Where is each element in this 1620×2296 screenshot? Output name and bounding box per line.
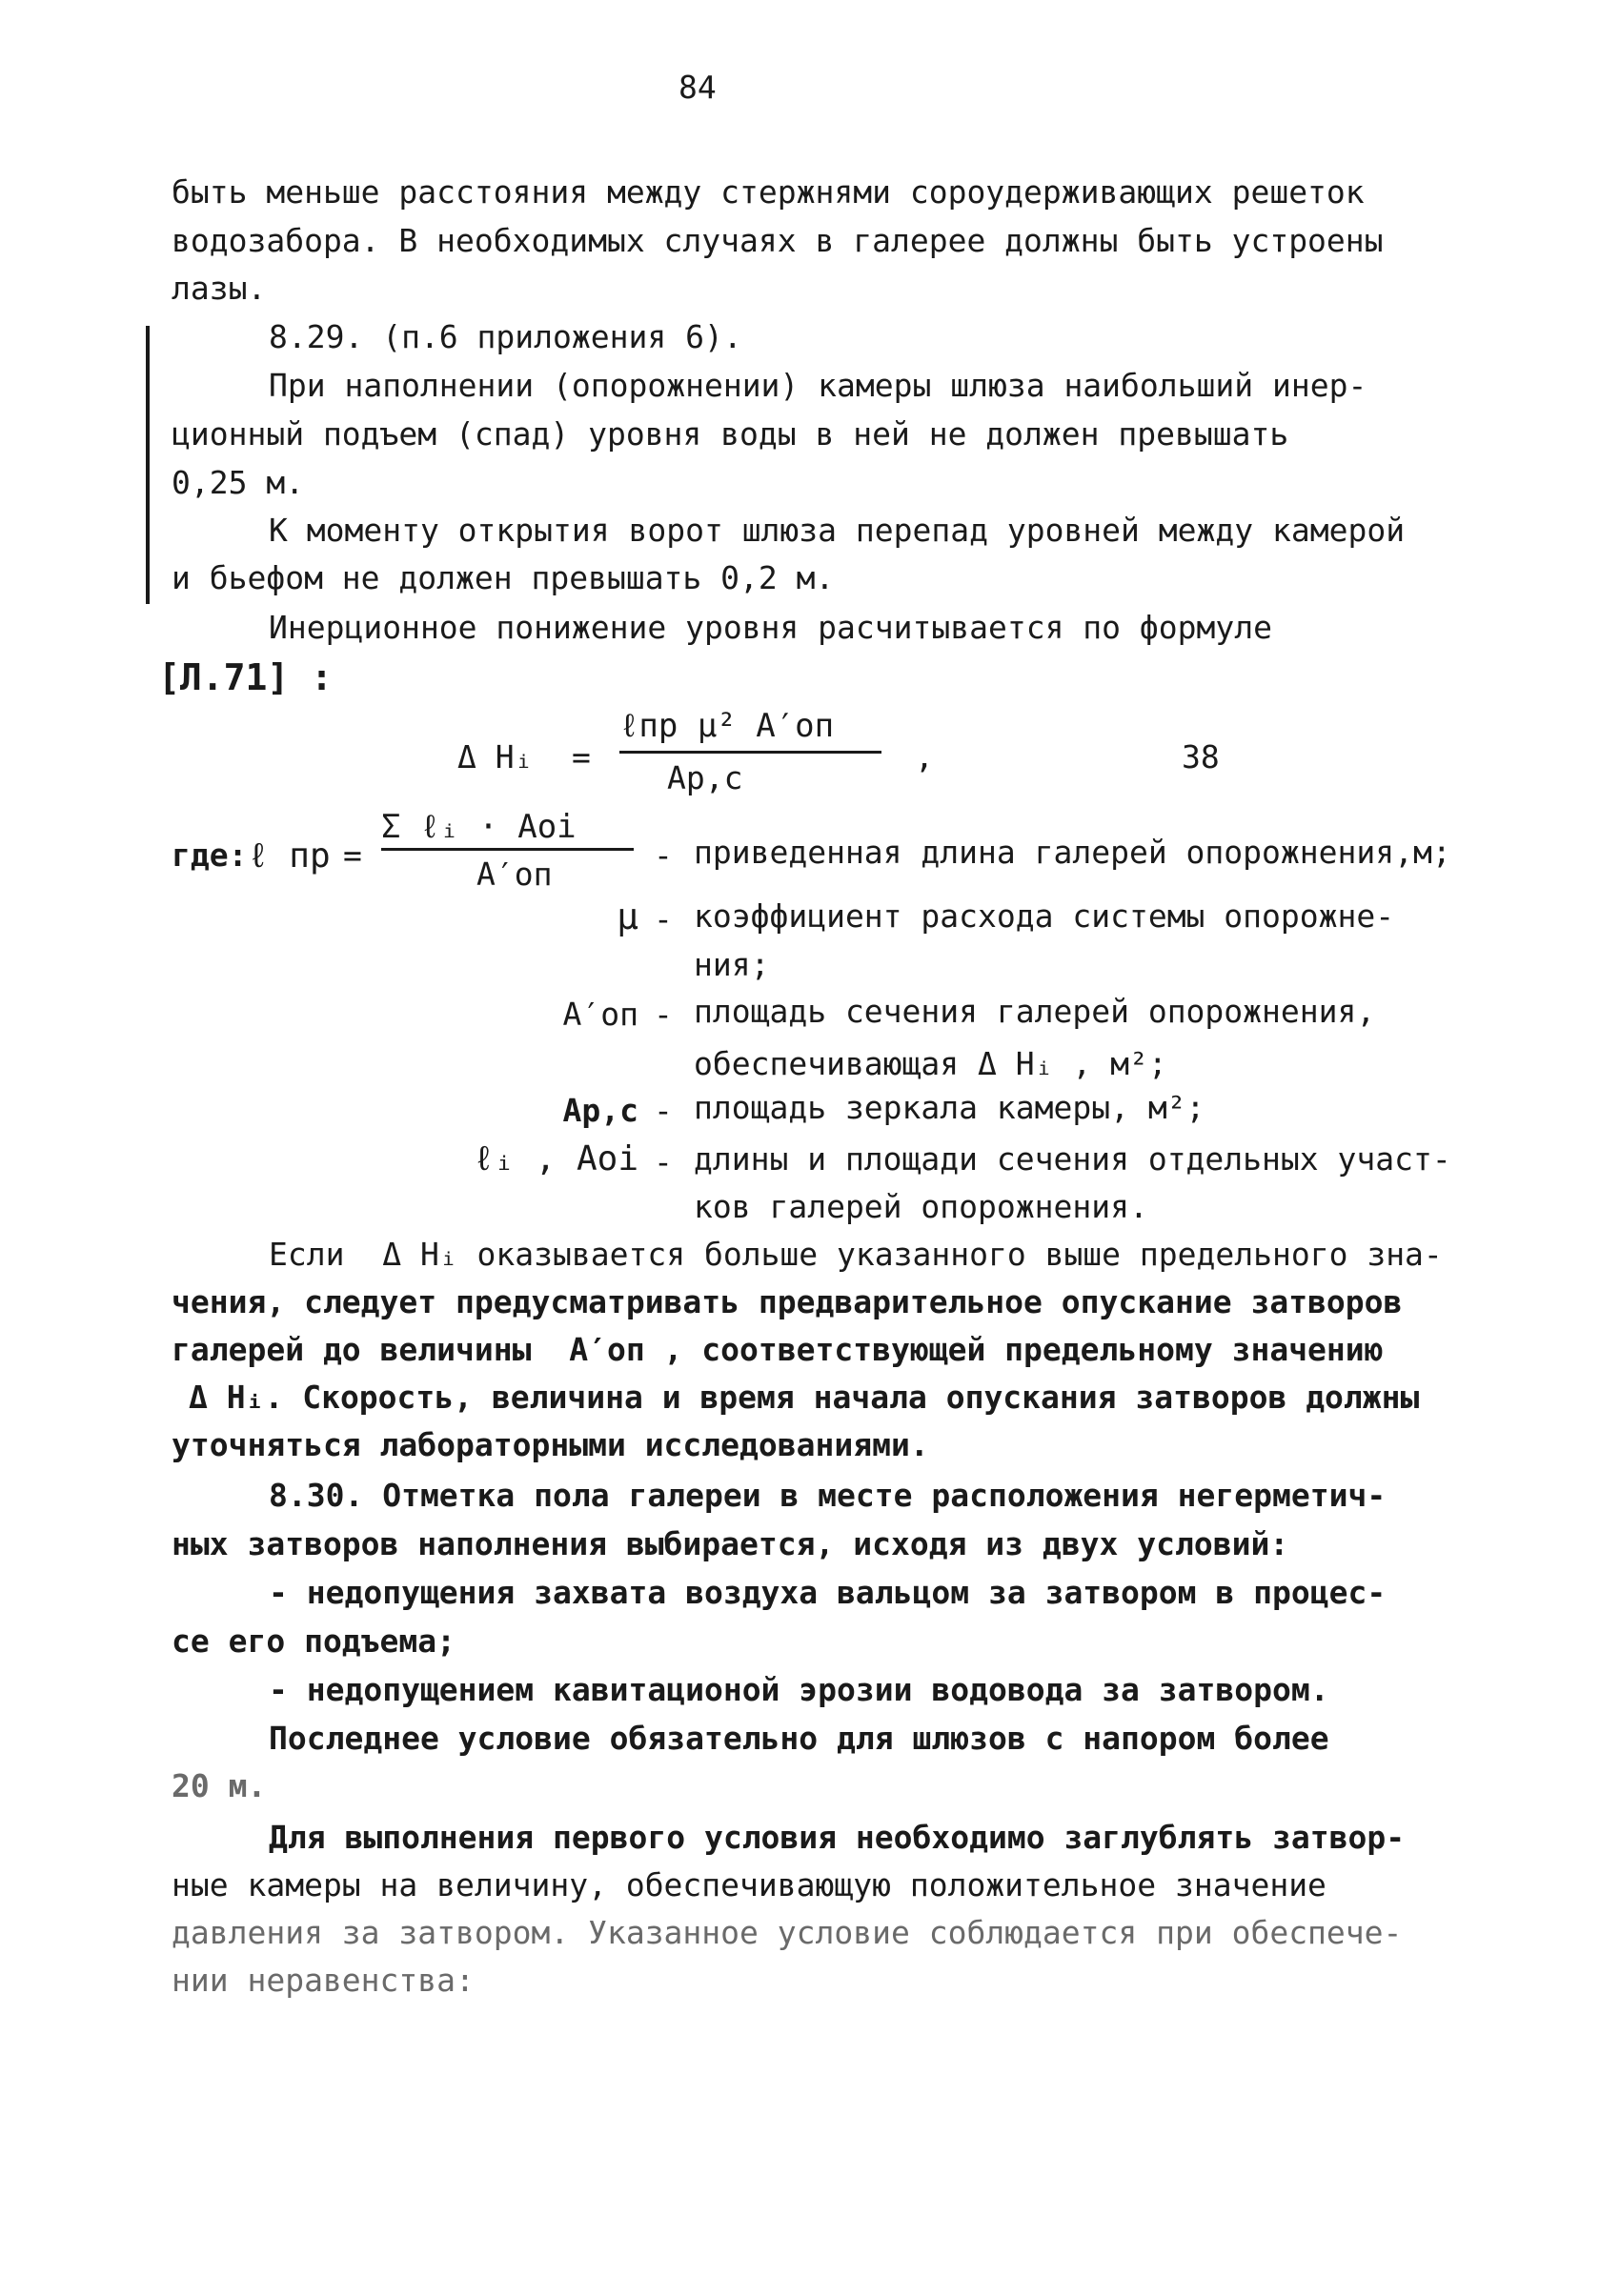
lpr-equals: =	[343, 836, 362, 874]
list-item: - недопущения захвата воздуха вальцом за затвором в процес-	[269, 1574, 1387, 1611]
text-line: 20 м.	[172, 1767, 267, 1804]
def-text: обеспечивающая Δ Hᵢ , м²;	[694, 1045, 1167, 1082]
formula-comma: ,	[915, 738, 934, 775]
lpr-numerator: Σ ℓᵢ · Aoi	[381, 808, 577, 846]
text-line: галерей до величины A′оп , соответствующей предельному значению	[172, 1331, 1384, 1368]
formula-denominator: Ap,c	[667, 759, 743, 796]
text-line: нии неравенства:	[172, 1962, 475, 1999]
where-label: где:	[172, 836, 248, 874]
def-dash: -	[654, 836, 673, 874]
lpr-fraction-bar	[381, 848, 634, 851]
text-line: Последнее условие обязательно для шлюзов с напором более	[269, 1720, 1329, 1757]
text-line: водозабора. В необходимых случаях в галерее должны быть устроены	[172, 222, 1384, 259]
def-text: длины и площади сечения отдельных участ-	[694, 1140, 1451, 1178]
text-line: и бьефом не должен превышать 0,2 м.	[172, 559, 835, 596]
list-item: - недопущением кавитационой эрозии водовода за затвором.	[269, 1671, 1329, 1708]
text-line: лазы.	[172, 270, 267, 307]
text-line: ных затворов наполнения выбирается, исходя из двух условий:	[172, 1525, 1289, 1562]
text-line: К моменту открытия ворот шлюза перепад уровней между камерой	[269, 512, 1406, 549]
def-dash: -	[654, 1092, 673, 1129]
formula-number: 38	[1182, 738, 1220, 775]
text-line: ные камеры на величину, обеспечивающую положительное значение	[172, 1866, 1326, 1903]
text-line: Δ Hᵢ. Скорость, величина и время начала опускания затворов должны	[189, 1379, 1420, 1416]
text-line: ционный подъем (спад) уровня воды в ней не должен превышать	[172, 415, 1289, 453]
margin-change-bar	[146, 326, 150, 604]
text-line: давления за затвором. Указанное условие соблюдается при обеспече-	[172, 1914, 1403, 1951]
section-heading-8-30: 8.30. Отметка пола галереи в месте расположения негерметич-	[269, 1477, 1387, 1514]
def-dash: -	[654, 1143, 673, 1180]
text-line: быть меньше расстояния между стержнями сороудерживающих решеток	[172, 173, 1365, 211]
def-text: ков галерей опорожнения.	[694, 1188, 1148, 1225]
page-number: 84	[678, 69, 717, 106]
section-heading-8-29: 8.29. (п.6 приложения 6).	[269, 318, 742, 355]
def-text: площадь сечения галерей опорожнения,	[694, 993, 1376, 1030]
formula-numerator: ℓпр μ² A′оп	[619, 707, 835, 745]
def-symbol: Ap,c	[562, 1092, 638, 1129]
lpr-symbol: ℓ пр	[248, 836, 331, 876]
text-line: уточняться лабораторными исследованиями.	[172, 1426, 929, 1463]
text-line: При наполнении (опорожнении) камеры шлюза наибольший инер-	[269, 367, 1367, 404]
def-symbol: A′оп	[562, 996, 638, 1033]
text-line: се его подъема;	[172, 1622, 456, 1660]
def-text: ния;	[694, 946, 770, 983]
text-line: Если Δ Hᵢ оказывается больше указанного выше предельного зна-	[269, 1236, 1443, 1273]
def-symbol: ℓᵢ , Aoi	[473, 1139, 638, 1178]
text-line: Для выполнения первого условия необходимо заглублять затвор-	[269, 1819, 1406, 1856]
def-text: приведенная длина галерей опорожнения,м;	[694, 834, 1451, 871]
reference-bracket: [Л.71] :	[158, 656, 334, 698]
def-dash: -	[654, 996, 673, 1033]
formula-equals: =	[572, 738, 591, 775]
def-text: коэффициент расхода системы опорожне-	[694, 897, 1395, 935]
text-line: 0,25 м.	[172, 464, 305, 501]
formula-lhs: Δ Hᵢ	[457, 738, 534, 775]
lpr-denominator: A′оп	[476, 856, 553, 893]
text-line: Инерционное понижение уровня расчитывается по формуле	[269, 609, 1272, 646]
text-line: чения, следует предусматривать предварительное опускание затворов	[172, 1283, 1403, 1320]
fraction-bar	[619, 751, 881, 754]
def-dash: -	[654, 900, 673, 937]
def-text: площадь зеркала камеры, м²;	[694, 1089, 1205, 1126]
def-symbol: μ	[617, 896, 638, 937]
